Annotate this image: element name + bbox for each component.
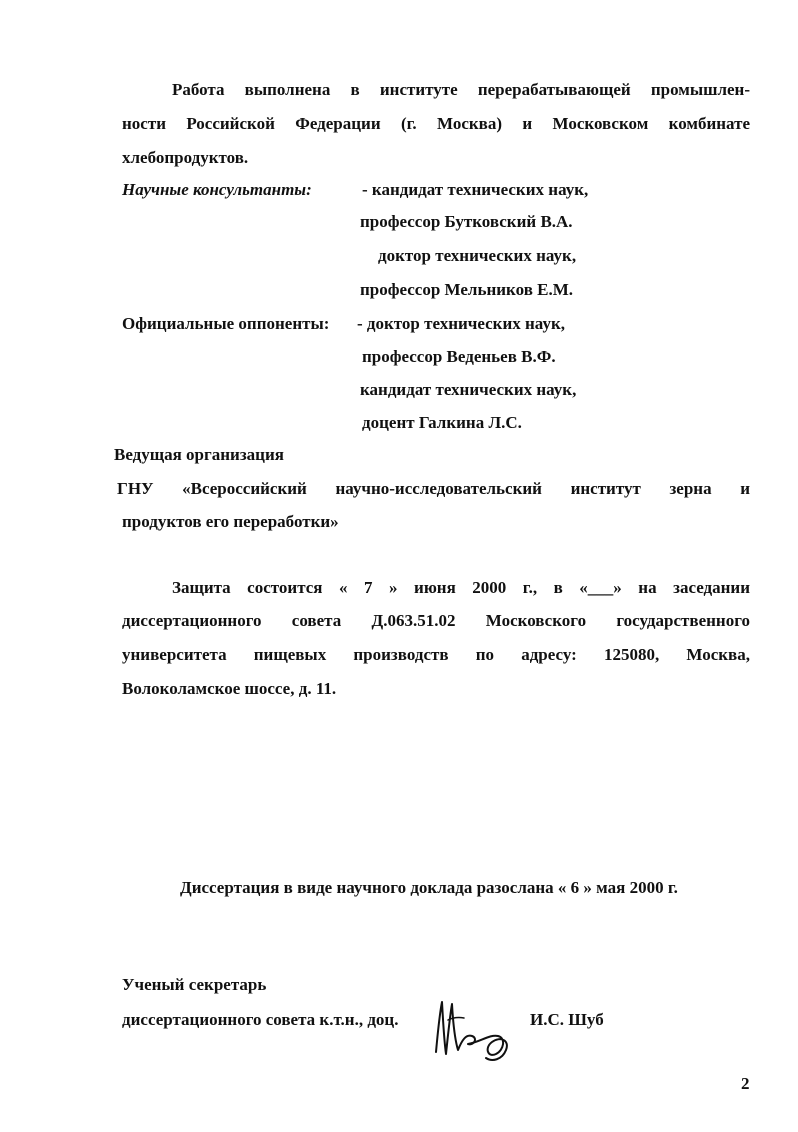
opponent-line-2: профессор Веденьев В.Ф. (362, 347, 556, 366)
mailing-line: Диссертация в виде научного доклада разослана « 6 » мая 2000 г. (180, 878, 678, 897)
intro-line-3: хлебопродуктов. (122, 148, 249, 167)
leading-org-line-1: ГНУ «Всероссийский научно-исследовательский институт зерна и (117, 479, 750, 498)
consultants-label: Научные консультанты: (122, 180, 312, 199)
consultant-line-4: профессор Мельников Е.М. (360, 280, 574, 299)
leading-org-line-2: продуктов его переработки» (122, 512, 339, 531)
defense-line-3: университета пищевых производств по адресу: 125080, Москва, (122, 645, 750, 664)
secretary-title: Ученый секретарь (122, 975, 267, 994)
opponents-label: Официальные оппоненты: (122, 314, 330, 333)
opponent-line-3: кандидат технических наук, (360, 380, 577, 399)
intro-line-2: ности Российской Федерации (г. Москва) и Московском комбинате (122, 114, 750, 133)
secretary-position: диссертационного совета к.т.н., доц. (122, 1010, 399, 1029)
opponent-line-4: доцент Галкина Л.С. (362, 413, 522, 432)
leading-org-label: Ведущая организация (114, 445, 284, 464)
consultant-line-2: профессор Бутковский В.А. (360, 212, 573, 231)
opponent-line-1: - доктор технических наук, (357, 314, 565, 333)
defense-line-1: Защита состоится « 7 » июня 2000 г., в «___» на заседании (172, 578, 750, 597)
signature-image (428, 990, 528, 1070)
secretary-name: И.С. Шуб (530, 1010, 604, 1029)
defense-line-4: Волоколамское шоссе, д. 11. (122, 679, 337, 698)
intro-line-1: Работа выполнена в институте перерабатывающей промышлен- (172, 80, 750, 99)
page-number: 2 (741, 1074, 750, 1093)
consultant-line-3: доктор технических наук, (378, 246, 577, 265)
consultant-line-1: - кандидат технических наук, (362, 180, 589, 199)
defense-line-2: диссертационного совета Д.063.51.02 Московского государственного (122, 611, 750, 630)
